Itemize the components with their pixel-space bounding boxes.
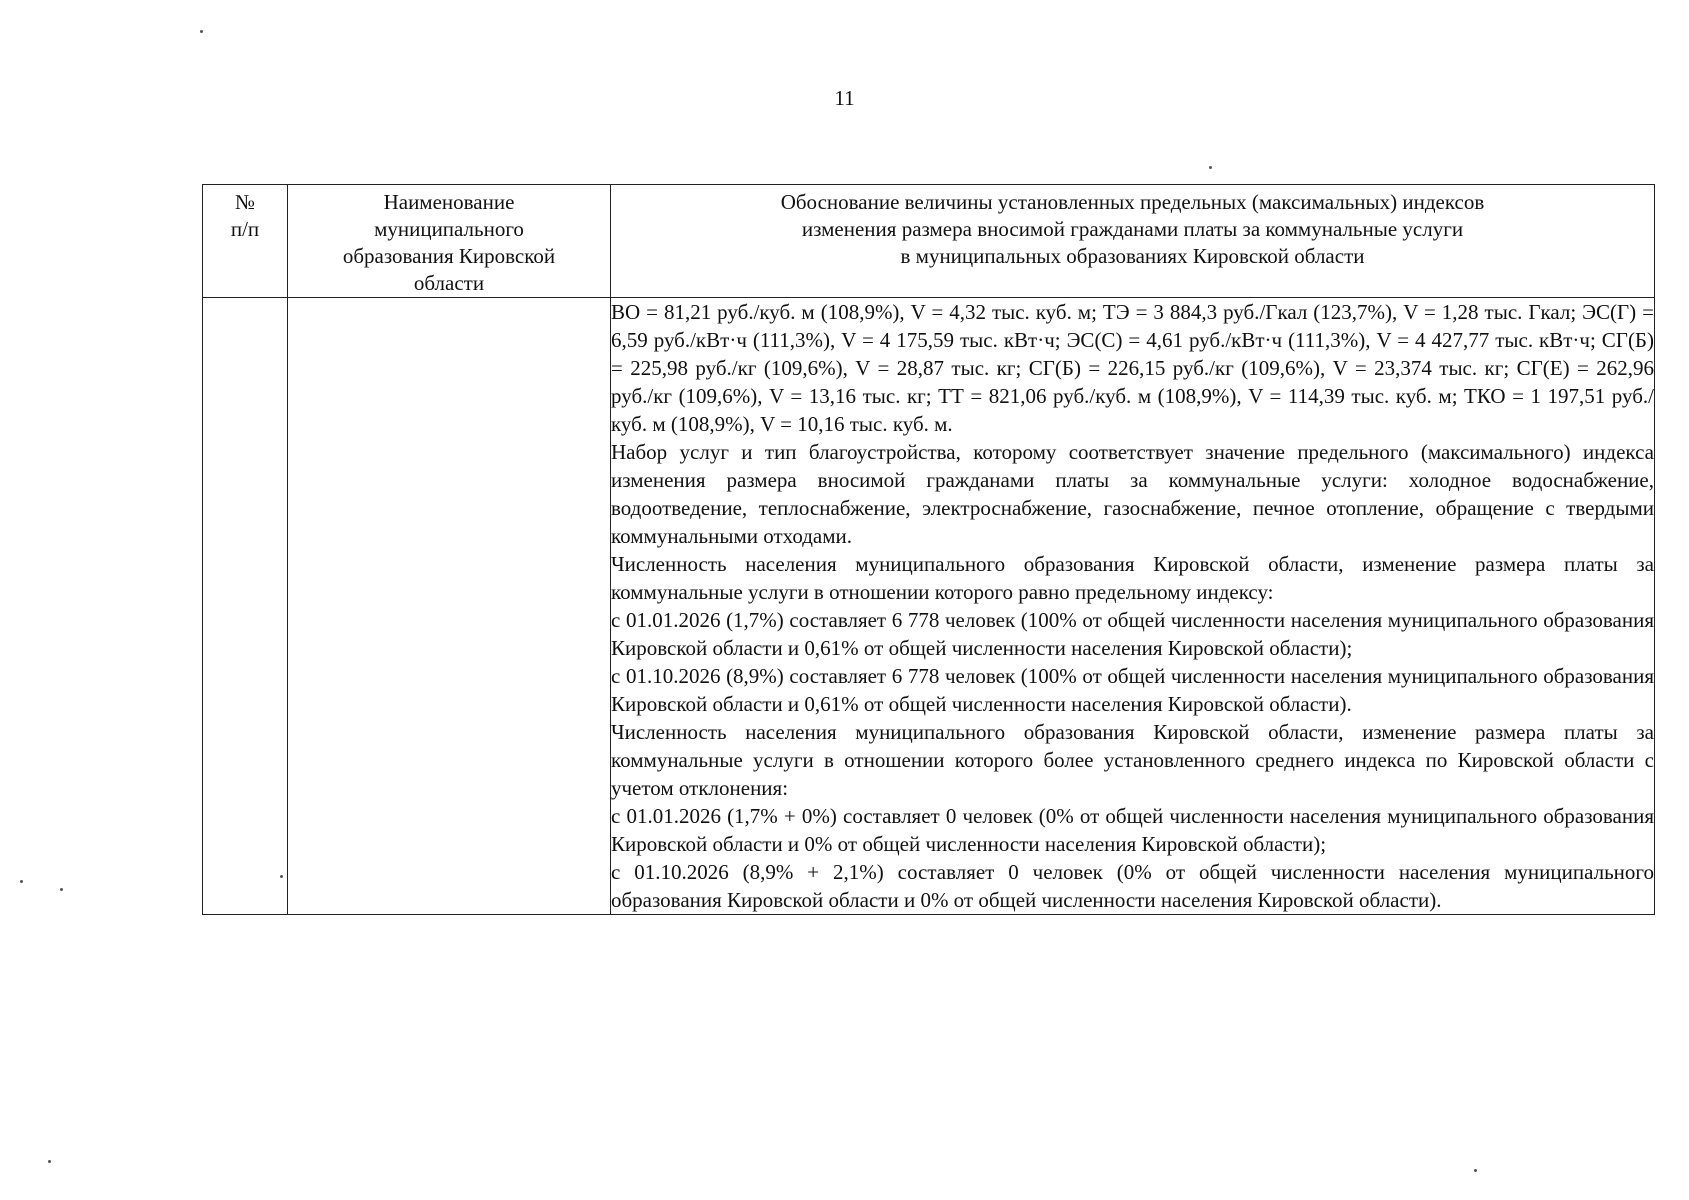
scan-speck bbox=[1209, 166, 1212, 169]
header-justification-line: изменения размера вносимой гражданами платы за коммунальные услуги bbox=[801, 217, 1464, 241]
scan-speck bbox=[200, 30, 203, 33]
header-number-line: п/п bbox=[230, 217, 260, 241]
population-above-index-jan: с 01.01.2026 (1,7% + 0%) составляет 0 человек (0% от общей численности населения муниципального образования Кировской области и 0% от общей численности населения Кировской области); bbox=[611, 804, 1654, 856]
scan-speck bbox=[20, 880, 23, 883]
population-equal-index-jan: с 01.01.2026 (1,7%) составляет 6 778 человек (100% от общей численности населения муниципального образования Кировской области и 0,61% от общей численности населения Кировской области); bbox=[611, 608, 1654, 660]
row-municipality-cell bbox=[288, 298, 611, 915]
population-above-index-heading: Численность населения муниципального образования Кировской области, изменение размера платы за коммунальные услуги в отношении которого более установленного среднего индекса по Кировской области с учетом отклонения: bbox=[611, 720, 1654, 800]
population-equal-index-oct: с 01.10.2026 (8,9%) составляет 6 778 человек (100% от общей численности населения муниципального образования Кировской области и 0,61% от общей численности населения Кировской области). bbox=[611, 664, 1654, 716]
header-justification-line: в муниципальных образованиях Кировской области bbox=[900, 244, 1365, 268]
services-set-paragraph: Набор услуг и тип благоустройства, которому соответствует значение предельного (максимального) индекса изменения размера вносимой гражданами платы за коммунальные услуги: холодное водоснабжение, водоотведение, теплоснабжение, электроснабжение, газоснабжение, печное отопление, обращение с твердыми коммунальными отходами. bbox=[611, 440, 1654, 548]
header-municipality-line: Наименование bbox=[383, 190, 515, 214]
scan-speck bbox=[60, 888, 63, 891]
column-header-justification bbox=[611, 185, 1655, 298]
header-justification-line: Обоснование величины установленных предельных (максимальных) индексов bbox=[780, 190, 1485, 214]
column-header-number bbox=[203, 185, 288, 298]
header-municipality-line: муниципального bbox=[374, 217, 524, 241]
tariff-index-table bbox=[202, 184, 1655, 915]
scan-speck bbox=[280, 875, 283, 878]
scan-speck bbox=[1474, 1169, 1477, 1172]
tariff-values-paragraph: ВО = 81,21 руб./куб. м (108,9%), V = 4,32 тыс. куб. м; ТЭ = 3 884,3 руб./Гкал (123,7%), V = 1,28 тыс. Гкал; ЭС(Г) = 6,59 руб./кВт·ч (111,3%), V = 4 175,59 тыс. кВт·ч; ЭС(С) = 4,61 руб./кВт·ч (111,3%), V = 4 427,77 тыс. кВт·ч; СГ(Б) = 225,98 руб./кг (109,6%), V = 28,87 тыс. кг; СГ(Б) = 226,15 руб./кг (109,6%), V = 23,374 тыс. кг; СГ(Е) = 262,96 руб./кг (109,6%), V = 13,16 тыс. кг; ТТ = 821,06 руб./куб. м (108,9%), V = 114,39 тыс. куб. м; ТКО = 1 197,51 руб./куб. м (108,9%), V = 10,16 тыс. куб. м. bbox=[611, 300, 1654, 436]
row-number-cell bbox=[203, 298, 288, 915]
population-above-index-oct: с 01.10.2026 (8,9% + 2,1%) составляет 0 человек (0% от общей численности населения муниципального образования Кировской области и 0% от общей численности населения Кировской области). bbox=[611, 860, 1654, 912]
table-row bbox=[203, 298, 1655, 915]
page-number: 11 bbox=[834, 86, 855, 110]
row-justification-cell bbox=[611, 298, 1655, 915]
header-municipality-line: области bbox=[413, 271, 485, 295]
header-number-line: № bbox=[234, 190, 256, 214]
header-municipality-line: образования Кировской bbox=[342, 244, 556, 268]
scan-speck bbox=[48, 1160, 51, 1163]
population-equal-index-heading: Численность населения муниципального образования Кировской области, изменение размера платы за коммунальные услуги в отношении которого равно предельному индексу: bbox=[611, 552, 1654, 604]
table-header-row bbox=[203, 185, 1655, 298]
column-header-municipality bbox=[288, 185, 611, 298]
